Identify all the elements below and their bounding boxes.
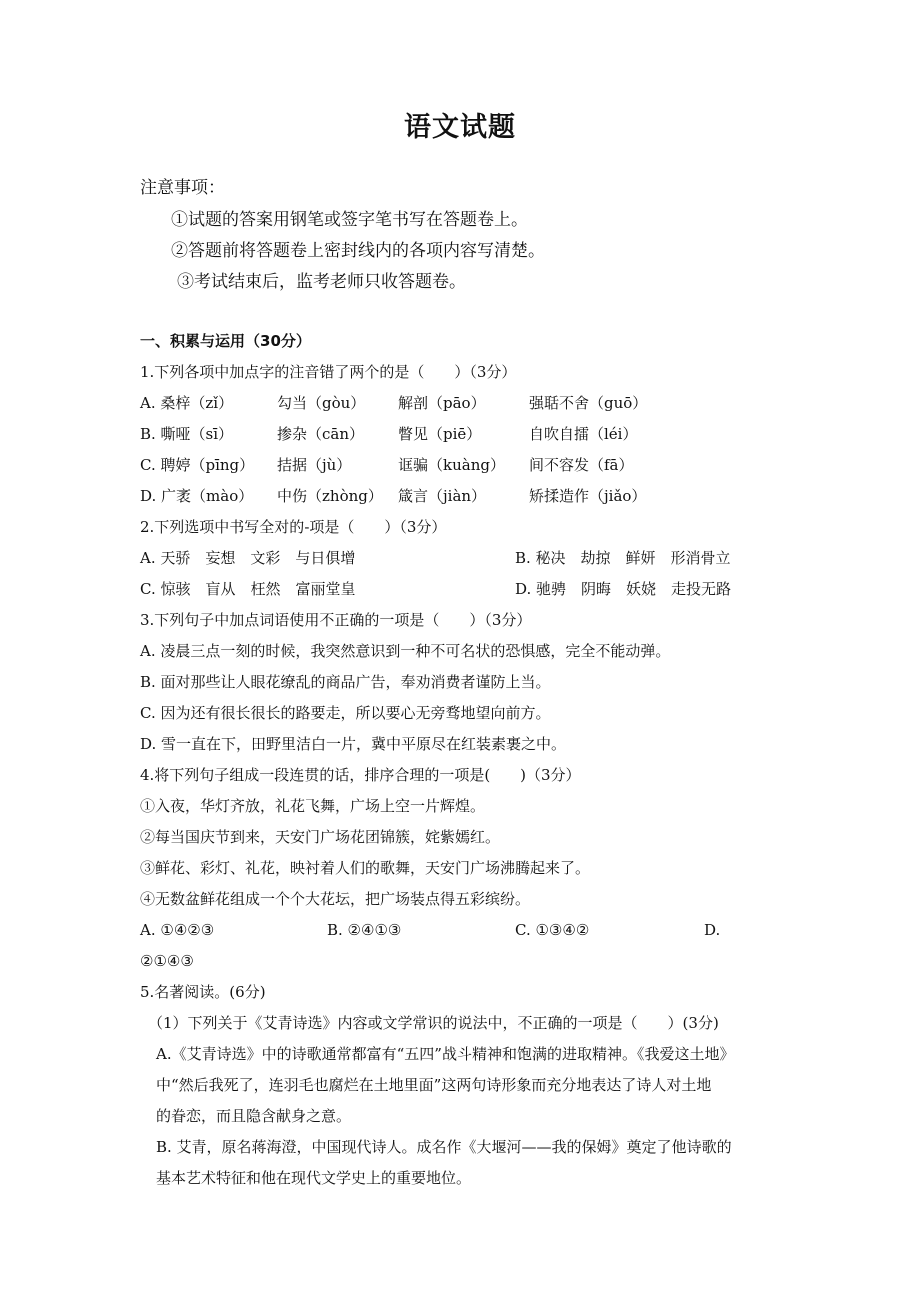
q1-option-a-4: 强聒不舍（guō）: [529, 394, 648, 412]
q4-sentence: ③鲜花、彩灯、礼花，映衬着人们的歌舞，天安门广场沸腾起来了。: [140, 859, 591, 877]
q5-option-b-line: 基本艺术特征和他在现代文学史上的重要地位。: [156, 1169, 472, 1187]
q1-option-d-2: 中伤（zhòng）: [277, 487, 383, 505]
q1-option-d-3: 箴言（jiàn）: [398, 487, 487, 505]
question-2-stem: 2.下列选项中书写全对的-项是（ ）（3分）: [140, 518, 447, 536]
q5-sub-question-1: （1）下列关于《艾青诗选》内容或文学常识的说法中，不正确的一项是（ ）(3分): [148, 1014, 719, 1032]
q1-option-c-2: 拮据（jù）: [277, 456, 352, 474]
q1-option-c-4: 间不容发（fā）: [529, 456, 634, 474]
notes-heading: 注意事项：: [140, 178, 225, 198]
q3-option-d: D. 雪一直在下，田野里洁白一片，冀中平原尽在红装素裹之中。: [140, 735, 567, 753]
q1-option-d-4: 矫揉造作（jiǎo）: [529, 487, 647, 505]
q5-option-b-line: B. 艾青，原名蒋海澄，中国现代诗人。成名作《大堰河——我的保姆》奠定了他诗歌的: [156, 1138, 732, 1156]
question-4-stem: 4.将下列句子组成一段连贯的话，排序合理的一项是( )（3分）: [140, 766, 581, 784]
q4-sentence: ①入夜，华灯齐放，礼花飞舞，广场上空一片辉煌。: [140, 797, 486, 815]
q4-option-d: D.: [704, 921, 721, 939]
q4-option-a: A. ①④②③: [140, 921, 215, 939]
q2-option-d: D. 驰骋 阴晦 妖娆 走投无路: [515, 580, 732, 598]
q1-option-b-3: 瞥见（piē）: [398, 425, 482, 443]
section-heading: 一、积累与运用（30分）: [140, 332, 311, 350]
q1-option-a-3: 解剖（pāo）: [398, 394, 486, 412]
q5-option-a-line: A.《艾青诗选》中的诗歌通常都富有“五四”战斗精神和饱满的进取精神。《我爱这土地》: [156, 1045, 735, 1063]
question-5-stem: 5.名著阅读。(6分): [140, 983, 266, 1001]
q5-option-a-line: 的眷恋，而且隐含献身之意。: [156, 1107, 352, 1125]
question-3-stem: 3.下列句子中加点词语使用不正确的一项是（ ）（3分）: [140, 611, 532, 629]
q2-option-a: A. 天骄 妄想 文彩 与日俱增: [140, 549, 356, 567]
question-1-stem: 1.下列各项中加点字的注音错了两个的是（ ）（3分）: [140, 363, 517, 381]
page-title: 语文试题: [404, 112, 516, 143]
q1-option-b-1: B. 嘶哑（sī）: [140, 425, 234, 443]
q4-option-b: B. ②④①③: [327, 921, 402, 939]
q4-option-d-continued: ②①④③: [140, 952, 194, 970]
q4-option-c: C. ①③④②: [515, 921, 590, 939]
q1-option-c-3: 诓骗（kuàng）: [398, 456, 505, 474]
q3-option-c: C. 因为还有很长很长的路要走，所以要心无旁骛地望向前方。: [140, 704, 551, 722]
q4-sentence: ②每当国庆节到来，天安门广场花团锦簇，姹紫嫣红。: [140, 828, 501, 846]
q1-option-a-2: 勾当（gòu）: [277, 394, 366, 412]
note-item: ③考试结束后，监考老师只收答题卷。: [177, 272, 466, 292]
q5-option-a-line: 中“然后我死了，连羽毛也腐烂在土地里面”这两句诗形象而充分地表达了诗人对土地: [156, 1076, 712, 1094]
q1-option-c-1: C. 聘婷（pīng）: [140, 456, 255, 474]
q1-option-a-1: A. 桑梓（zǐ）: [140, 394, 234, 412]
q3-option-b: B. 面对那些让人眼花缭乱的商品广告，奉劝消费者谨防上当。: [140, 673, 551, 691]
q1-option-d-1: D. 广袤（mào）: [140, 487, 254, 505]
note-item: ②答题前将答题卷上密封线内的各项内容写清楚。: [171, 241, 545, 261]
note-item: ①试题的答案用钢笔或签字笔书写在答题卷上。: [171, 210, 528, 230]
q1-option-b-2: 掺杂（cān）: [277, 425, 365, 443]
q1-option-b-4: 自吹自擂（léi）: [529, 425, 638, 443]
q2-option-c: C. 惊骇 盲从 枉然 富丽堂皇: [140, 580, 356, 598]
q3-option-a: A. 凌晨三点一刻的时候，我突然意识到一种不可名状的恐惧感，完全不能动弹。: [140, 642, 671, 660]
q4-sentence: ④无数盆鲜花组成一个个大花坛，把广场装点得五彩缤纷。: [140, 890, 531, 908]
q2-option-b: B. 秘决 劫掠 鲜妍 形消骨立: [515, 549, 731, 567]
